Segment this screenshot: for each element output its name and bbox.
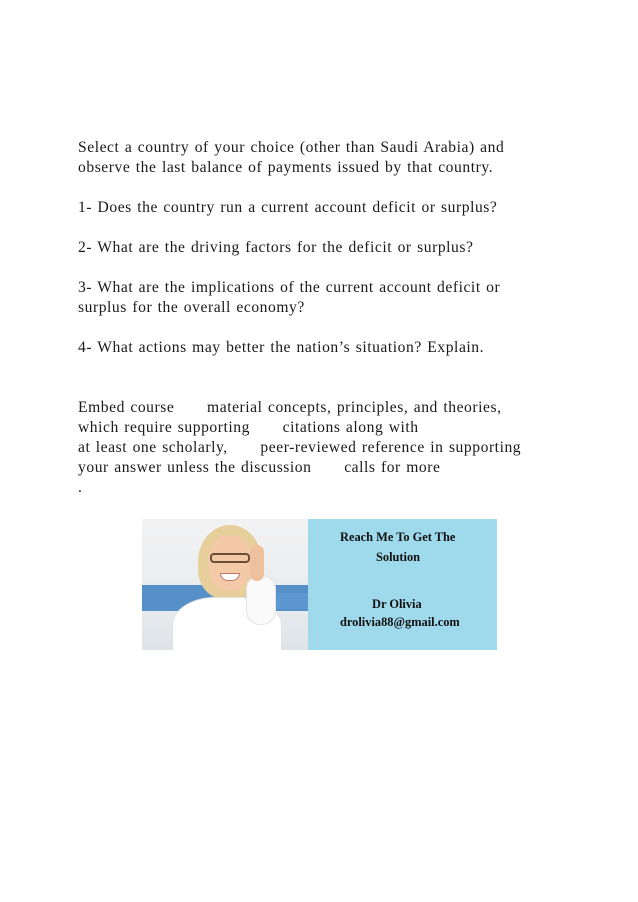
embed-line-3: at least one scholarly, peer-reviewed reference in supporting: [78, 439, 522, 456]
embed-line-5: .: [78, 479, 83, 496]
ad-banner[interactable]: [142, 519, 497, 650]
ad-headline-line-1: Reach Me To Get The: [340, 530, 456, 544]
question-1: 1- Does the country run a current account deficit or surplus?: [78, 199, 498, 216]
woman-photo: [142, 519, 308, 650]
question-3-line-1: 3- What are the implications of the current account deficit or: [78, 279, 501, 296]
ad-headline-line-2: Solution: [376, 550, 421, 564]
ad-contact-email[interactable]: drolivia88@gmail.com: [340, 615, 460, 629]
question-3-line-2: surplus for the overall economy?: [78, 299, 305, 316]
ad-info-panel: [308, 519, 497, 650]
embed-line-2: which require supporting citations along with: [78, 419, 419, 436]
embed-line-1: Embed course material concepts, principles, and theories,: [78, 399, 502, 416]
intro-line-2: observe the last balance of payments issued by that country.: [78, 159, 494, 176]
question-4: 4- What actions may better the nation’s situation? Explain.: [78, 339, 485, 356]
question-2: 2- What are the driving factors for the deficit or surplus?: [78, 239, 474, 256]
embed-line-4: your answer unless the discussion calls for more: [78, 459, 441, 476]
intro-line-1: Select a country of your choice (other than Saudi Arabia) and: [78, 139, 505, 156]
assignment-text: [78, 138, 578, 498]
ad-contact-name: Dr Olivia: [372, 597, 422, 611]
